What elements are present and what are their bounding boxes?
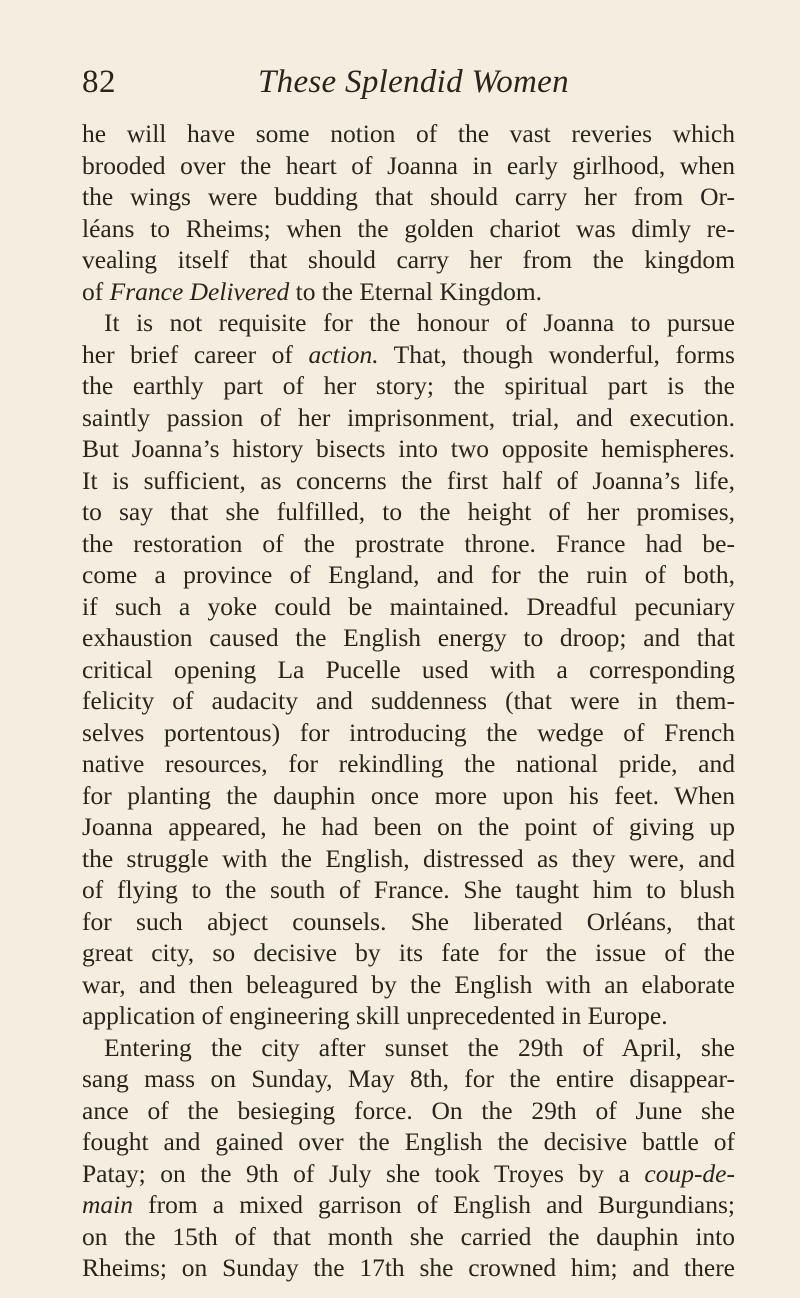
text-line [82,622,735,654]
text-line [82,213,735,245]
text-run: application of engineering skill unprecedented in Europe. [82,1001,668,1030]
text-line [82,937,735,969]
text-line [82,1095,735,1127]
text-line [82,433,735,465]
text-line [82,780,735,812]
text-line [82,370,735,402]
text-line [82,181,735,213]
text-line [82,591,735,623]
text-run: saintly passion of her imprisonment, trial, and execution. [82,402,735,432]
running-title: These Splendid Women [258,64,569,100]
text-run: the struggle with the English, distressed as they were, and [82,843,735,873]
text-line [82,465,735,497]
text-line [82,874,735,906]
text-line [82,1158,735,1190]
text-run: the earthly part of her story; the spiritual part is the [82,371,735,400]
italic-text: France Delivered [109,276,290,306]
text-line [82,843,735,875]
text-line [82,685,735,717]
text-line [82,1032,735,1064]
text-run: ance of the besieging force. On the 29th of June she [82,1095,735,1125]
text-run: from a mixed garrison of English and Burgundians; [133,1190,735,1219]
text-run: native resources, for rekindling the national pride, and [82,749,735,778]
text-run: That, though wonderful, forms [378,339,735,369]
text-line [82,969,735,1001]
text-line [82,1000,735,1032]
text-run: come a province of England, and for the ruin of both, [82,560,735,589]
text-run: vealing itself that should carry her from the kingdom [82,245,735,274]
text-run: the restoration of the prostrate throne. France had be- [82,528,735,558]
text-run: for planting the dauphin once more upon his feet. When [82,780,735,810]
text-line [82,150,735,182]
text-line [82,307,735,339]
text-run: war, and then beleagured by the English with an elaborate [82,969,735,999]
text-run: he will have some notion of the vast reveries which [82,119,735,148]
text-run: Patay; on the 9th of July she took Troyes by a [82,1158,645,1188]
text-run: fought and gained over the English the decisive battle of [82,1127,735,1156]
text-run: felicity of audacity and suddenness (that were in them- [82,686,735,715]
text-run: the wings were budding that should carry her from Or- [82,182,735,211]
text-run: if such a yoke could be maintained. Dreadful pecuniary [82,591,735,621]
text-run: brooded over the heart of Joanna in early girlhood, when [82,150,735,180]
text-line [82,1221,735,1253]
text-run: exhaustion caused the English energy to droop; and that [82,623,735,652]
text-run: to say that she fulfilled, to the height of her promises, [82,497,735,526]
text-line [82,496,735,528]
text-run: Entering the city after sunset the 29th of April, she [104,1032,735,1062]
text-run: of [82,276,110,306]
text-line [82,748,735,780]
text-line [82,654,735,686]
text-line [82,717,735,749]
text-run: It is sufficient, as concerns the first half of Joanna’s life, [82,465,735,495]
body-text [82,118,735,1284]
text-line [82,528,735,560]
text-line [82,244,735,276]
text-line [82,1063,735,1095]
text-run: Rheims; on Sunday the 17th she crowned him; and there [82,1253,735,1282]
text-run: sang mass on Sunday, May 8th, for the entire disappear- [82,1064,735,1093]
text-run: léans to Rheims; when the golden chariot was dimly re- [82,213,735,243]
text-line [82,811,735,843]
text-run: for such abject counsels. She liberated Orléans, that [82,906,735,936]
text-line [82,118,735,150]
text-line [82,276,735,308]
text-run: It is not requisite for the honour of Joanna to pursue [104,308,735,337]
text-line [82,1252,735,1284]
text-line [82,906,735,938]
text-run: critical opening La Pucelle used with a corresponding [82,654,735,684]
page-header [82,64,732,104]
text-run: Joanna appeared, he had been on the point of giving up [82,812,735,841]
text-run: of flying to the south of France. She taught him to blush [82,875,735,904]
text-line [82,1189,735,1221]
text-line [82,402,735,434]
italic-text: coup-de- [644,1158,735,1188]
page-number: 82 [82,64,116,100]
text-run: her brief career of [82,339,309,369]
text-run: great city, so decisive by its fate for the issue of the [82,938,735,967]
italic-text: action. [308,339,379,369]
text-line [82,1126,735,1158]
italic-text: main [82,1190,133,1219]
text-run: to the Eternal Kingdom. [289,276,543,306]
text-line [82,559,735,591]
text-run: selves portentous) for introducing the wedge of French [82,717,735,747]
text-run: But Joanna’s history bisects into two opposite hemispheres. [82,434,735,463]
text-run: on the 15th of that month she carried the dauphin into [82,1221,735,1251]
text-line [82,339,735,371]
